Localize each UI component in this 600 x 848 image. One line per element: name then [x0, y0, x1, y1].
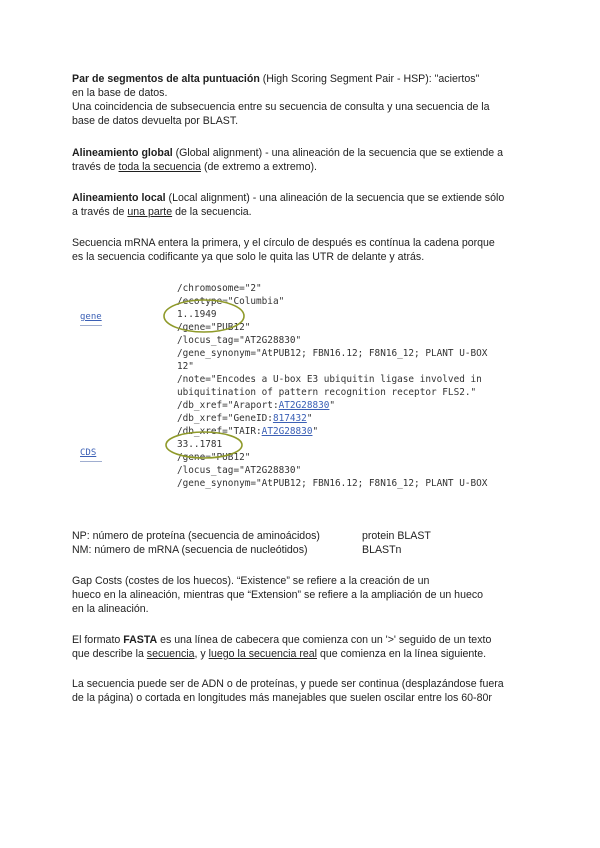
fasta-underlined-1: secuencia — [146, 648, 195, 660]
fasta-pre: El formato — [72, 634, 124, 646]
cds-range-ellipse — [166, 432, 242, 458]
genbank-screenshot — [72, 282, 532, 504]
gb-line-cds-gene-synonym: /gene_synonym="AtPUB12; FBN16.12; F8N16_12; PLANT U-BOX — [177, 478, 488, 489]
araport-suffix: " — [329, 400, 336, 411]
gene-feature-label[interactable]: gene — [80, 312, 102, 322]
mrna-line-2: es la secuencia codificante ya que solo le quita las UTR de delante y atrás. — [72, 251, 425, 263]
local-line-2 — [72, 205, 252, 219]
gb-line-cds-locus-tag: /locus_tag="AT2G28830" — [177, 465, 302, 476]
gb-line-gene: /gene="PUB12" — [177, 322, 251, 333]
gb-line-gene-synonym: /gene_synonym="AtPUB12; FBN16.12; F8N16_12; PLANT U-BOX — [177, 348, 488, 359]
hsp-line-3: Una coincidencia de subsecuencia entre su secuencia de consulta y una secuencia de la — [72, 101, 490, 113]
gb-line-chromosome: /chromosome="2" — [177, 283, 262, 294]
hsp-definition: (High Scoring Segment Pair - HSP): "aciertos" — [259, 73, 480, 85]
hsp-term: Par de segmentos de alta puntuación — [72, 73, 260, 85]
local-line-2-pre: a través de — [72, 206, 128, 218]
gene-range-ellipse — [164, 300, 244, 332]
gb-line-cds-range: 33..1781 — [177, 439, 223, 450]
gap-line-3: en la alineación. — [72, 603, 149, 615]
gb-line-ecotype: /ecotype="Columbia" — [177, 296, 285, 307]
seq-line-1: La secuencia puede ser de ADN o de proteínas, y puede ser continua (desplazándose fuera — [72, 678, 504, 690]
gb-line-gene-range: 1..1949 — [177, 309, 217, 320]
tair-prefix: /db_xref="TAIR: — [177, 426, 262, 437]
gb-line-geneid — [177, 412, 312, 425]
local-line-2-post: de la secuencia. — [172, 206, 252, 218]
local-underlined: una parte — [127, 206, 173, 218]
cds-label-subtext — [80, 461, 102, 462]
fasta-underlined-2: luego la secuencia real — [208, 648, 318, 660]
gb-line-araport — [177, 399, 335, 412]
global-line-2 — [72, 160, 317, 174]
geneid-prefix: /db_xref="GeneID: — [177, 413, 273, 424]
seq-line-2: de la página) o cortada en longitudes más manejables que suelen oscilar entre los 60-80r — [72, 692, 492, 704]
gap-line-1: Gap Costs (costes de los huecos). “Existence” se refiere a la creación de un — [72, 575, 430, 587]
gb-line-cds-gene: /gene="PUB12" — [177, 452, 251, 463]
hsp-line-4: base de datos devuelta por BLAST. — [72, 115, 239, 127]
fasta-line-2-post: que comienza en la línea siguiente. — [317, 648, 487, 660]
global-line-2-pre: través de — [72, 161, 119, 173]
gb-line-note: /note="Encodes a U-box E3 ubiquitin ligase involved in — [177, 374, 482, 385]
local-line-1 — [72, 191, 504, 205]
global-line-2-post: (de extremo a extremo). — [201, 161, 317, 173]
nm-definition: NM: número de mRNA (secuencia de nucleótidos) — [72, 544, 308, 556]
gene-label-subtext — [80, 325, 102, 326]
global-definition: (Global alignment) - una alineación de la secuencia que se extiende a — [172, 147, 504, 159]
cds-feature-label[interactable]: CDS — [80, 448, 97, 458]
hsp-line-1 — [72, 72, 479, 86]
local-term: Alineamiento local — [72, 192, 166, 204]
geneid-suffix: " — [306, 413, 313, 424]
fasta-term: FASTA — [123, 634, 158, 646]
gb-line-gene-synonym-cont: 12" — [177, 361, 194, 372]
mrna-line-1: Secuencia mRNA entera la primera, y el círculo de después es contínua la cadena porque — [72, 237, 495, 249]
fasta-definition: es una línea de cabecera que comienza con un '>' seguido de un texto — [157, 634, 492, 646]
gb-line-note-cont: ubiquitination of pattern recognition receptor FLS2." — [177, 387, 477, 398]
fasta-line-2-mid: , y — [194, 648, 209, 660]
tair-suffix: " — [312, 426, 319, 437]
hsp-line-2: en la base de datos. — [72, 87, 168, 99]
global-underlined: toda la secuencia — [118, 161, 201, 173]
gap-line-2: hueco en la alineación, mientras que “Extension” se refiere a la ampliación de un hueco — [72, 589, 484, 601]
nm-tool: BLASTn — [362, 544, 402, 556]
cds-range-highlight-circle — [162, 428, 251, 463]
araport-link[interactable]: AT2G28830 — [278, 400, 330, 411]
global-line-1 — [72, 146, 503, 160]
tair-link[interactable]: AT2G28830 — [261, 426, 313, 437]
araport-prefix: /db_xref="Araport: — [177, 400, 279, 411]
np-tool: protein BLAST — [362, 530, 431, 542]
global-term: Alineamiento global — [72, 147, 173, 159]
fasta-line-2 — [72, 647, 486, 661]
gb-line-locus-tag: /locus_tag="AT2G28830" — [177, 335, 302, 346]
geneid-link[interactable]: 817432 — [272, 413, 307, 424]
fasta-line-1 — [72, 633, 491, 647]
local-definition: (Local alignment) - una alineación de la secuencia que se extiende sólo — [165, 192, 505, 204]
gene-range-highlight-circle — [160, 296, 250, 336]
np-definition: NP: número de proteína (secuencia de aminoácidos) — [72, 530, 320, 542]
fasta-line-2-pre: que describe la — [72, 648, 147, 660]
